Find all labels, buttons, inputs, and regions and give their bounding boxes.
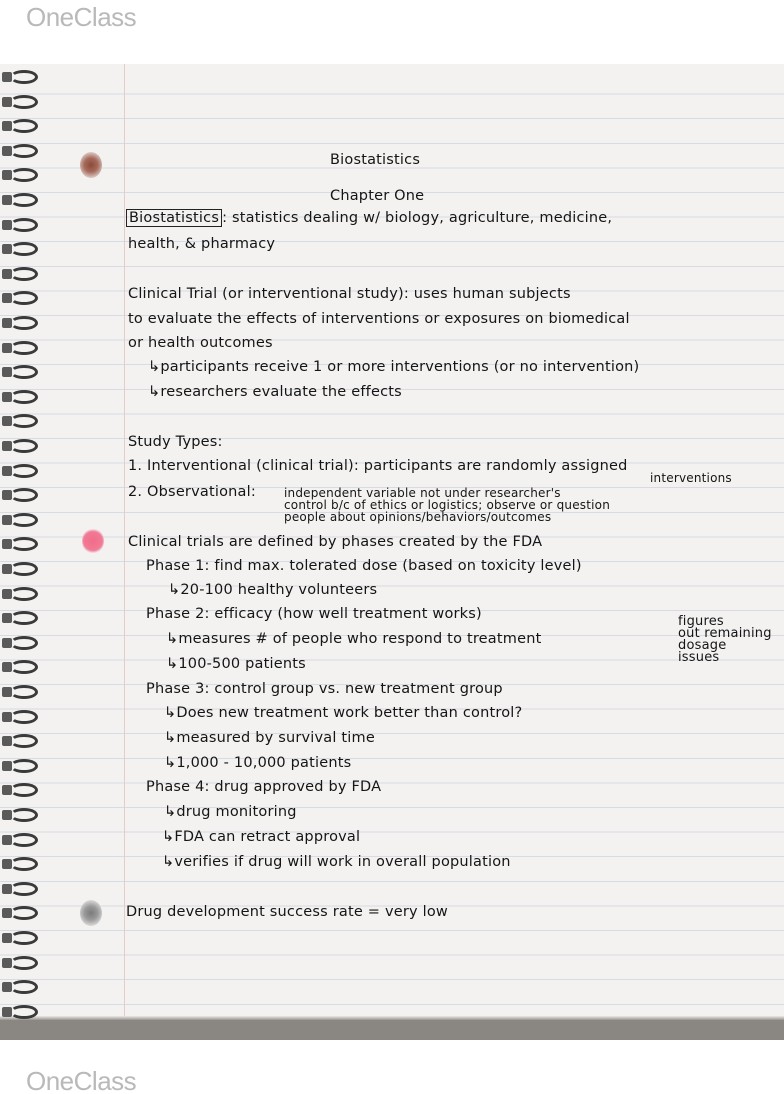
phase-3-bullet1: ↳Does new treatment work better than control? — [164, 705, 523, 721]
spiral-coil — [2, 833, 38, 847]
clinical-trial-line3: or health outcomes — [128, 335, 273, 351]
definition-line — [126, 210, 612, 226]
definition-term: Biostatistics — [126, 209, 222, 227]
spiral-coil — [2, 759, 38, 773]
spiral-coil — [2, 882, 38, 896]
phase-2-bullet1: ↳measures # of people who respond to treatment — [166, 631, 542, 647]
spiral-coil — [2, 218, 38, 232]
clinical-trial-bullet2: ↳researchers evaluate the effects — [148, 384, 402, 400]
spiral-coil — [2, 291, 38, 305]
phase-3-bullet3: ↳1,000 - 10,000 patients — [164, 755, 352, 771]
spiral-coil — [2, 464, 38, 478]
spiral-coil — [2, 414, 38, 428]
spiral-coil — [2, 119, 38, 133]
spiral-coil — [2, 341, 38, 355]
spiral-coil — [2, 562, 38, 576]
study-type-2-line2: control b/c of ethics or logistics; observe or question — [284, 498, 611, 512]
notes-title: Biostatistics — [330, 152, 421, 168]
spiral-coil — [2, 783, 38, 797]
spiral-coil — [2, 685, 38, 699]
phase-4-bullet1: ↳drug monitoring — [164, 804, 297, 820]
spiral-coil — [2, 660, 38, 674]
definition-text-cont: health, & pharmacy — [128, 236, 276, 252]
hole-punch-middle — [82, 528, 104, 554]
spiral-coil — [2, 168, 38, 182]
phase-2-side-note: figures out remaining dosage issues — [678, 614, 772, 665]
phase-2-bullet2: ↳100-500 patients — [166, 656, 306, 672]
spiral-coil — [2, 611, 38, 625]
oneclass-logo-top — [26, 2, 136, 33]
phase-4-bullet3: ↳verifies if drug will work in overall population — [162, 854, 511, 870]
hole-punch-top — [80, 152, 102, 178]
spiral-coil — [2, 734, 38, 748]
clinical-trial-line2: to evaluate the effects of interventions or exposures on biomedical — [128, 311, 630, 327]
phase-3-bullet2: ↳measured by survival time — [164, 730, 375, 746]
spiral-coil — [2, 980, 38, 994]
clinical-trial-line1: Clinical Trial (or interventional study): uses human subjects — [128, 286, 571, 302]
phase-4-bullet2: ↳FDA can retract approval — [162, 829, 361, 845]
chapter-heading: Chapter One — [330, 188, 425, 204]
spiral-coil — [2, 636, 38, 650]
clinical-trial-bullet1: ↳participants receive 1 or more interventions (or no intervention) — [148, 359, 640, 375]
spiral-coil — [2, 956, 38, 970]
spiral-coil — [2, 365, 38, 379]
phase-2: Phase 2: efficacy (how well treatment works) — [146, 606, 482, 622]
definition-text: : statistics dealing w/ biology, agriculture, medicine, — [222, 210, 613, 226]
phases-intro: Clinical trials are defined by phases created by the FDA — [128, 534, 543, 550]
spiral-coil — [2, 808, 38, 822]
spiral-coil — [2, 390, 38, 404]
spiral-coil — [2, 439, 38, 453]
phase-4: Phase 4: drug approved by FDA — [146, 779, 382, 795]
spiral-coil — [2, 710, 38, 724]
spiral-coil — [2, 587, 38, 601]
spiral-coil — [2, 488, 38, 502]
spiral-coil — [2, 144, 38, 158]
spiral-coil — [2, 857, 38, 871]
spiral-coil — [2, 242, 38, 256]
spiral-coil — [2, 906, 38, 920]
study-type-2-line3: people about opinions/behaviors/outcomes — [284, 510, 552, 524]
spiral-coil — [2, 513, 38, 527]
phase-1-bullet1: ↳20-100 healthy volunteers — [168, 582, 378, 598]
study-type-2: 2. Observational: — [128, 484, 256, 500]
success-rate-line: Drug development success rate = very low — [126, 904, 448, 920]
spiral-coil — [2, 316, 38, 330]
spiral-coil — [2, 931, 38, 945]
margin-line — [124, 64, 125, 1040]
phase-1: Phase 1: find max. tolerated dose (based on toxicity level) — [146, 558, 582, 574]
spiral-binding — [0, 64, 42, 1020]
page-bottom-edge — [0, 1020, 784, 1040]
spiral-coil — [2, 537, 38, 551]
spiral-coil — [2, 1005, 38, 1019]
study-type-1-cont: interventions — [650, 471, 732, 485]
phase-3: Phase 3: control group vs. new treatment group — [146, 681, 503, 697]
brand-name: OneClass — [26, 2, 137, 32]
spiral-coil — [2, 267, 38, 281]
hole-punch-bottom — [80, 900, 102, 926]
study-type-1: 1. Interventional (clinical trial): participants are randomly assigned — [128, 458, 628, 474]
spiral-coil — [2, 95, 38, 109]
study-type-2-line1: independent variable not under researcher's — [284, 486, 561, 500]
oneclass-logo-bottom — [26, 1066, 136, 1094]
spiral-coil — [2, 193, 38, 207]
brand-name-bottom: OneClass — [26, 1066, 137, 1094]
study-types-heading: Study Types: — [128, 434, 223, 450]
spiral-coil — [2, 70, 38, 84]
